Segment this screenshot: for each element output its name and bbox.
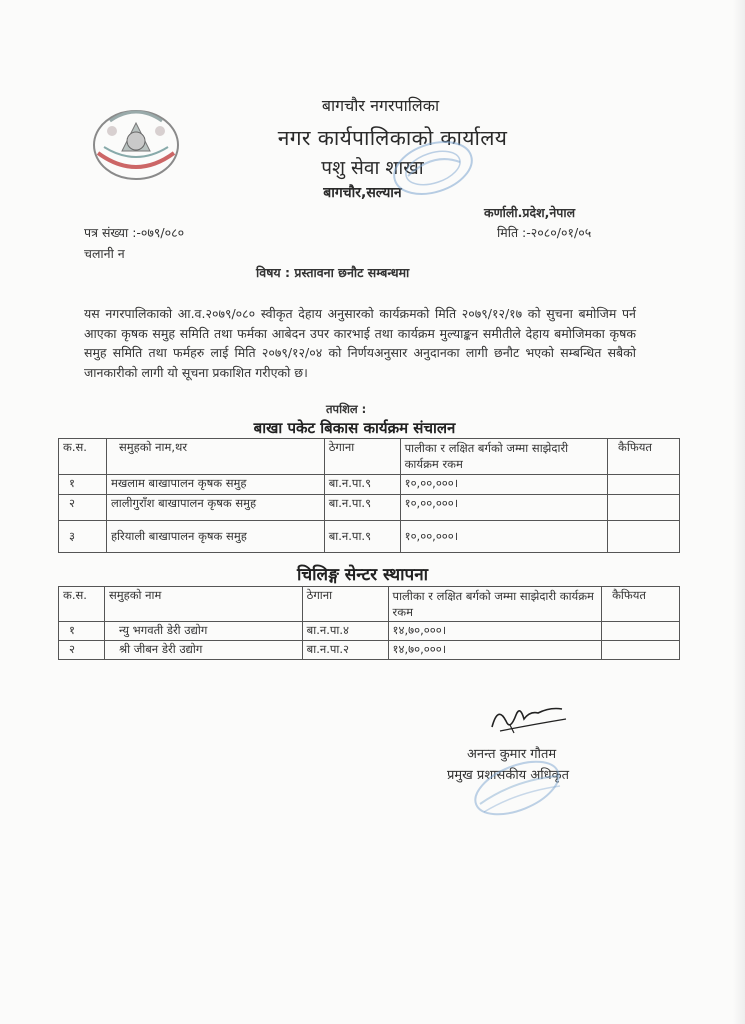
header-cell: पालीका र लक्षित बर्गको जम्मा साझेदारी कार्यक्रम रकम	[400, 439, 607, 475]
group-name-cell: हरियाली बाखापालन कृषक समुह	[106, 521, 324, 553]
table-row	[59, 521, 680, 553]
section-name: पशु सेवा शाखा	[321, 157, 424, 179]
address-cell: बा.न.पा.२	[302, 641, 388, 660]
group-name-cell: लालीगुराँश बाखापालन कृषक समुह	[106, 495, 324, 521]
table-row	[59, 495, 680, 521]
header-cell: कैफियत	[602, 587, 680, 622]
letter-body: यस नगरपालिकाको आ.व.२०७९/०८० स्वीकृत देहाय अनुसारको कार्यक्रमको मिति २०७९/१२/१७ को सुचना बमोजिम पर्न आएका कृषक समुह समिति तथा फर्मका आबेदन उपर कारभाई तथा कार्यक्रम मुल्याङ्कन समीतीले देहाय बमोजिमका कृषक समुह समिति तथा फर्महरु लाई मिति २०७९/१२/०४ को निर्णयअनुसार अनुदानका लागी छनौट भएको सम्बन्धित सबैको जानकारीको लागी यो सूचना प्रकाशित गरीएको छ।	[84, 306, 636, 380]
letter-subject: विषय : प्रस्तावना छनौट सम्बन्धमा	[256, 265, 410, 280]
address-cell: बा.न.पा.९	[324, 521, 400, 553]
dispatch-number: चलानी न	[84, 246, 125, 261]
serial-cell: २	[59, 495, 107, 521]
table1-title: बाखा पकेट बिकास कार्यक्रम संचालन	[253, 419, 456, 437]
serial-cell: १	[59, 475, 107, 495]
table-header-row	[59, 439, 680, 475]
remarks-cell	[608, 521, 680, 553]
table-row	[59, 475, 680, 495]
amount-cell: १०,००,०००।	[400, 495, 607, 521]
province-line: कर्णाली.प्रदेश,नेपाल	[484, 205, 576, 220]
goat-program-table	[58, 438, 680, 553]
remarks-cell	[602, 641, 680, 660]
amount-cell: १०,००,०००।	[400, 521, 607, 553]
signatory-stamp-icon	[462, 756, 572, 818]
amount-cell: १०,००,०००।	[400, 475, 607, 495]
chilling-center-table	[58, 586, 680, 660]
office-stamp-icon	[378, 132, 488, 202]
table-header-row	[59, 587, 680, 622]
signatory-name: अनन्त कुमार गौतम	[467, 747, 557, 762]
header-cell: ठेगाना	[324, 439, 400, 475]
group-name-cell: श्री जीबन डेरी उद्योग	[104, 641, 302, 660]
header-cell: क.स.	[59, 439, 107, 475]
table2-title: चिलिङ्ग सेन्टर स्थापना	[296, 565, 429, 585]
address-cell: बा.न.पा.४	[302, 622, 388, 641]
amount-cell: १४,७०,०००।	[388, 641, 602, 660]
table-row	[59, 641, 680, 660]
header-cell: क.स.	[59, 587, 105, 622]
office-location: बागचौर,सल्यान	[323, 185, 402, 201]
remarks-cell	[608, 495, 680, 521]
municipality-name: बागचौर नगरपालिका	[321, 96, 440, 115]
address-cell: बा.न.पा.९	[324, 475, 400, 495]
header-cell: पालीका र लक्षित बर्गको जम्मा साझेदारी कार्यक्रम रकम	[388, 587, 602, 622]
signature-icon	[480, 697, 570, 737]
address-cell: बा.न.पा.९	[324, 495, 400, 521]
header-cell: ठेगाना	[302, 587, 388, 622]
letter-date: मिति :-२०८०/०१/०५	[497, 225, 592, 240]
header-cell: कैफियत	[608, 439, 680, 475]
group-name-cell: मखलाम बाखापालन कृषक समुह	[106, 475, 324, 495]
remarks-cell	[608, 475, 680, 495]
header-cell: समुहको नाम	[104, 587, 302, 622]
signatory-designation: प्रमुख प्रशासकीय अधिकृत	[447, 768, 570, 783]
table-row	[59, 622, 680, 641]
serial-cell: १	[59, 622, 105, 641]
office-name: नगर कार्यपालिकाको कार्यालय	[277, 126, 508, 150]
serial-cell: ३	[59, 521, 107, 553]
serial-cell: २	[59, 641, 105, 660]
header-cell: समुहको नाम,थर	[106, 439, 324, 475]
remarks-cell	[602, 622, 680, 641]
amount-cell: १४,७०,०००।	[388, 622, 602, 641]
group-name-cell: न्यु भगवती डेरी उद्योग	[104, 622, 302, 641]
reference-number: पत्र संख्या :-०७९/०८०	[84, 225, 185, 240]
annex-label: तपशिल :	[326, 402, 367, 416]
